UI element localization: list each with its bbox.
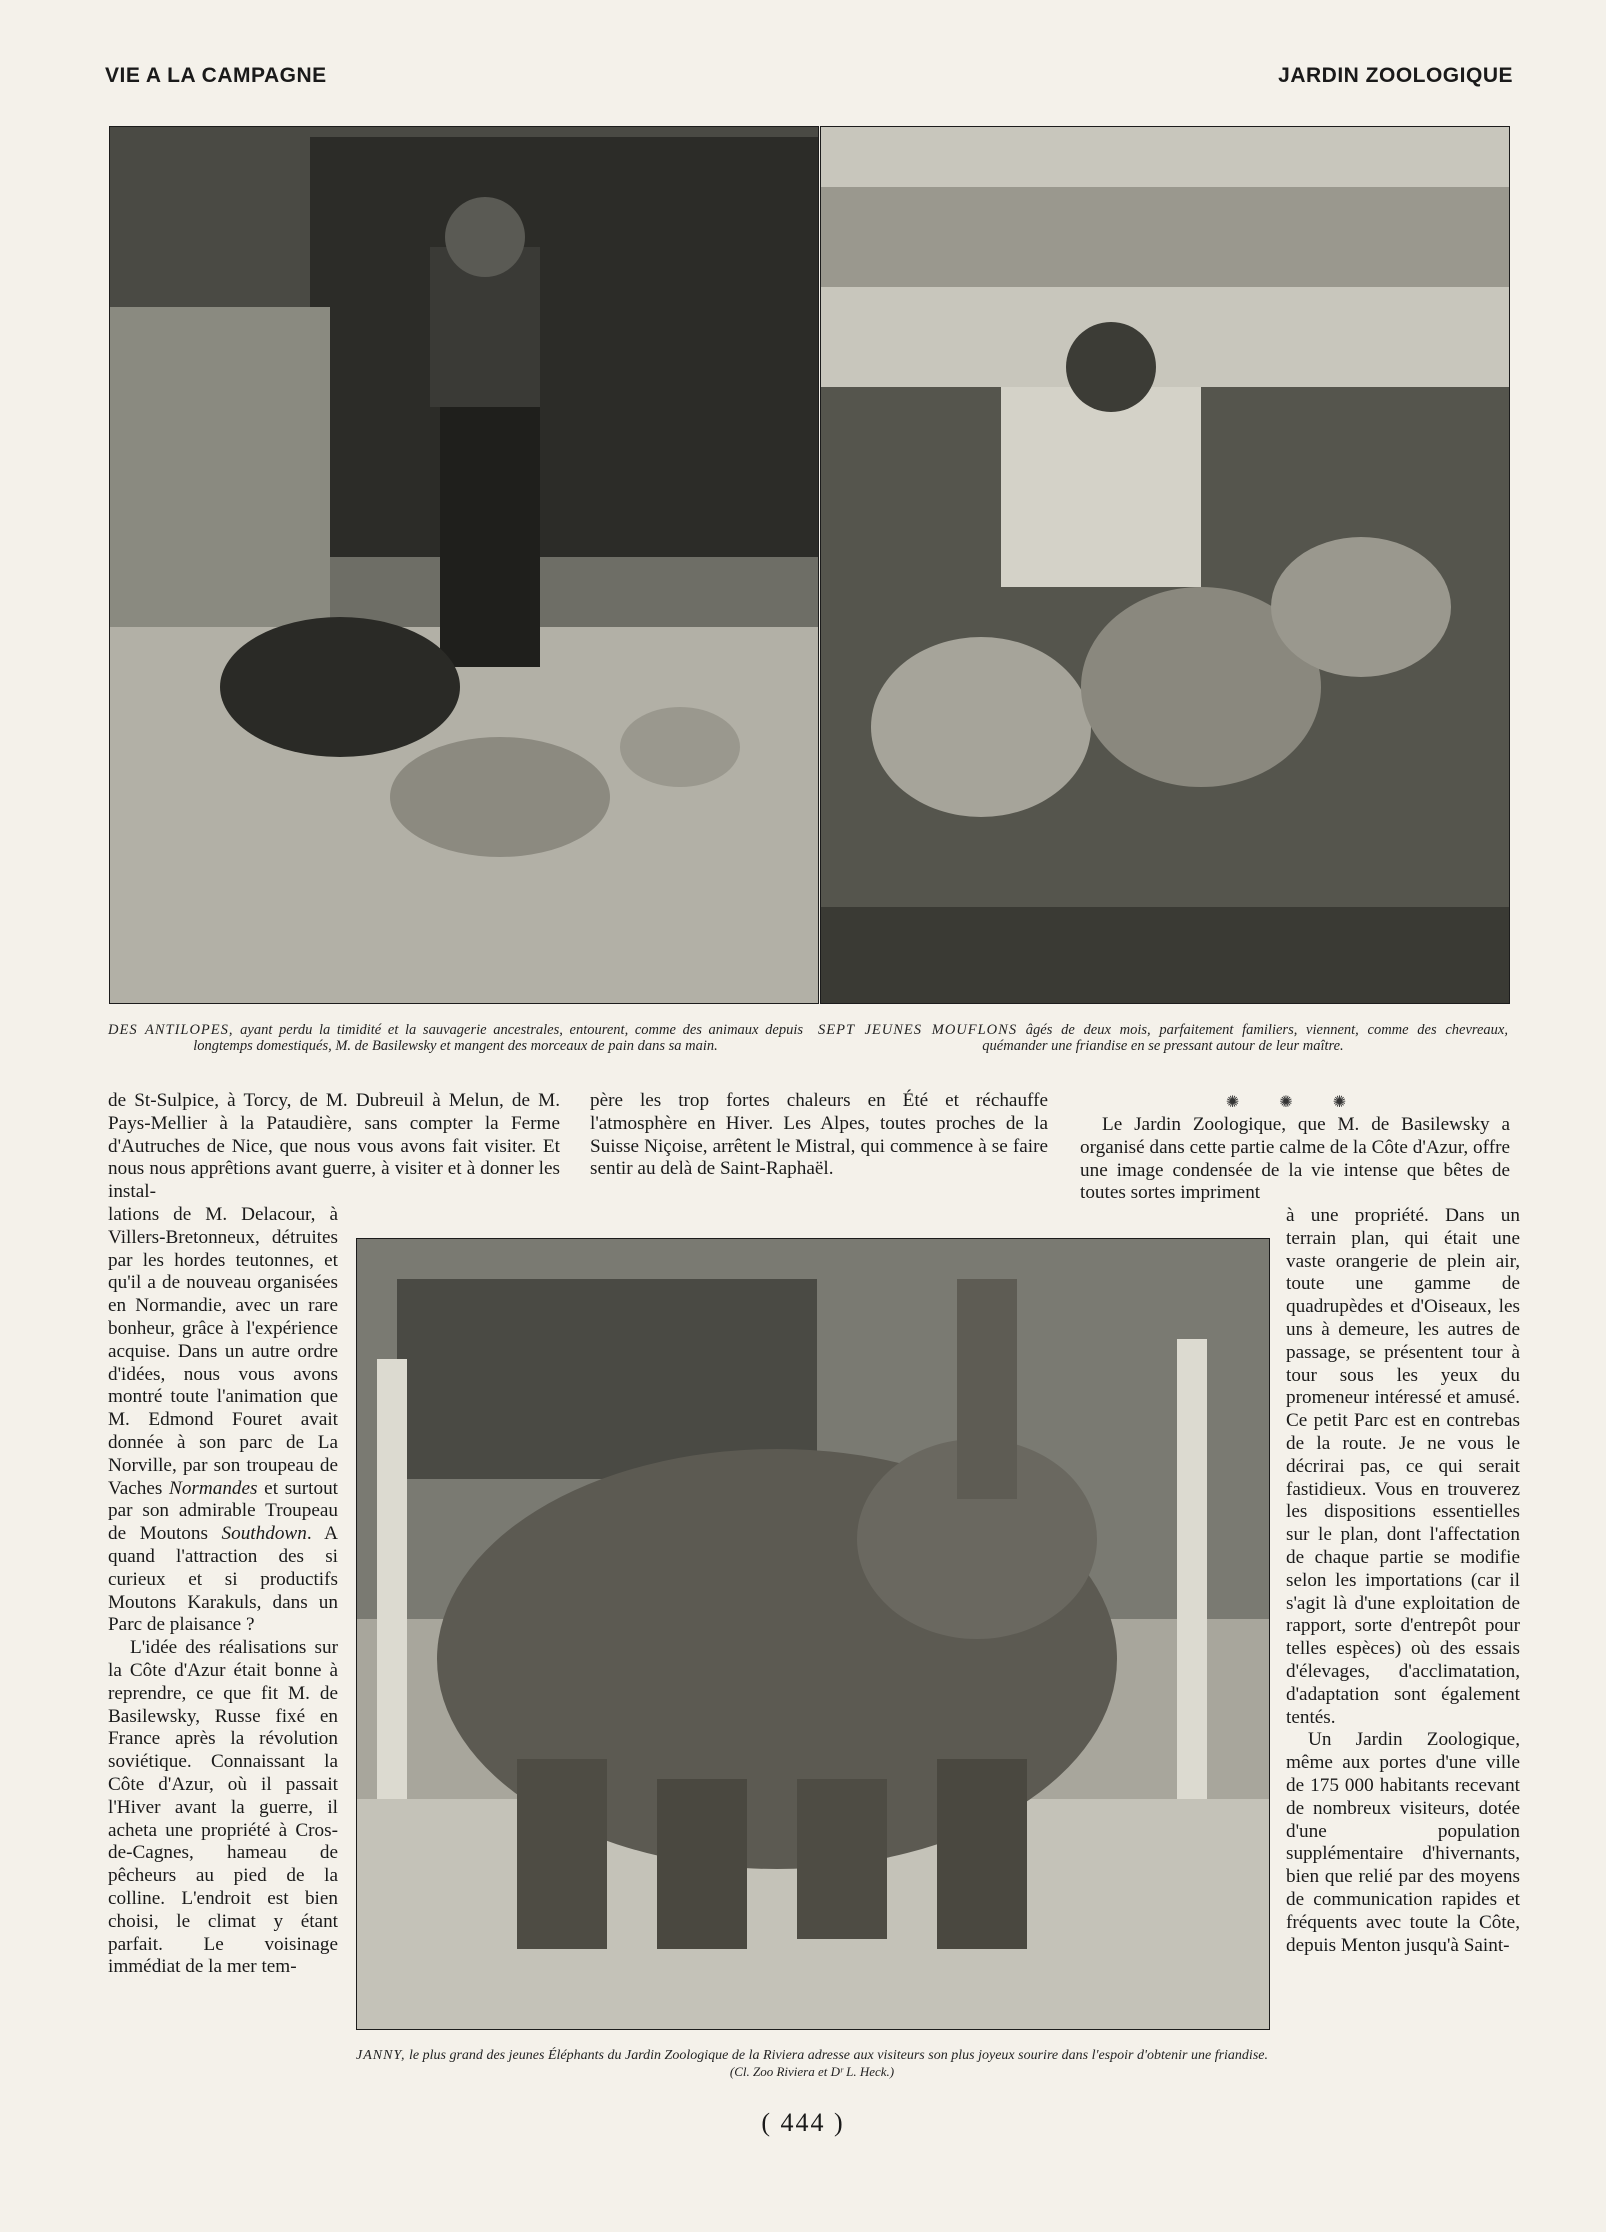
antelopes-caption-lead: DES ANTILOPES,: [108, 1022, 234, 1038]
column-3-top: [1080, 1114, 1510, 1205]
antelopes-caption: [108, 1022, 803, 1054]
elephant-caption-text: le plus grand des jeunes Éléphants du Jardin Zoologique de la Riviera adresse aux visiteurs son plus joyeux sourire dans l'espoir d'obtenir une friandise.: [405, 2048, 1268, 2063]
page-number: ( 444 ): [761, 2108, 845, 2137]
col1-narrow-b: et surtout par son admirable Troupeau de Moutons: [108, 1477, 338, 1545]
col1-narrow-para: [108, 1204, 338, 1637]
col2-top-text: père les trop fortes chaleurs en Été et réchauffe l'atmosphère en Hiver. Les Alpes, toutes proches de la Suisse Niçoise, arrêtent le Mistral, qui commence à se faire sentir au delà de Saint-Raphaël.: [590, 1090, 1048, 1180]
elephant-photo: [356, 1238, 1270, 2030]
antelopes-photo: [109, 126, 819, 1004]
col1-southdown: Southdown: [221, 1523, 307, 1545]
mouflons-caption-lead: SEPT JEUNES MOUFLONS: [818, 1022, 1018, 1038]
mouflons-photo: [820, 126, 1510, 1004]
section-ornament: ✺ ✺ ✺: [1225, 1094, 1365, 1111]
col3-para1: Le Jardin Zoologique, que M. de Basilewsky a organisé dans cette partie calme de la Côte d'Azur, offre une image condensée de la vie intense que bêtes de toutes sortes impriment: [1080, 1114, 1510, 1204]
column-3-narrow: [1286, 1205, 1520, 1957]
col1-narrow-a: lations de M. Delacour, à Villers-Bretonneux, détruites par les hordes teutonnes, et qu'il a de nouveau organisées en Normandie, avec un rare bonheur, grâce à l'expérience acquise. Dans un autre ordre d'idées, nous vous avons montré toute l'animation que M. Edmond Fouret avait donnée à son parc de La Norville, par son troupeau de Vaches: [108, 1204, 338, 1499]
column-2-top: [590, 1090, 1048, 1181]
col1-narrow-c: . A quand l'attraction des si curieux et si productifs Moutons Karakuls, dans un Parc de plaisance ?: [108, 1523, 338, 1636]
column-1-top: [108, 1090, 560, 1204]
col3-narrow-1: à une propriété. Dans un terrain plan, qui était une vaste orangerie de plein air, toute une gamme de quadrupèdes et d'Oiseaux, les uns à demeure, les autres de passage, se présentent tour à tour sous les yeux du promeneur intéressé et amusé. Ce petit Parc est en contrebas de la route. Je ne vous le décrirai pas, ce qui serait fastidieux. Vous en trouverez les dispositions essentielles sur le plan, dont l'affectation de chaque partie se modifie selon les importations (car il s'agit là d'une exploitation de rapport, sorte d'entrepôt pour telles espèces) où des essais d'élevages, d'acclimatation, d'adaptation sont également tentés.: [1286, 1205, 1520, 1728]
elephant-caption: [356, 2048, 1268, 2081]
col3-narrow-2: Un Jardin Zoologique, même aux portes d'une ville de 175 000 habitants recevant de nombreux visiteurs, dotée d'une population supplémentaire d'hivernants, bien que relié par des moyens de communication rapides et fréquents avec toute la Côte, depuis Menton jusqu'à Saint-: [1286, 1729, 1520, 1956]
running-header-right: JARDIN ZOOLOGIQUE: [1278, 64, 1513, 87]
elephant-caption-lead: JANNY,: [356, 2048, 406, 2063]
photo-credit: (Cl. Zoo Riviera et Dʳ L. Heck.): [729, 2064, 895, 2079]
col1-normandes: Normandes: [169, 1477, 258, 1499]
antelopes-caption-text: ayant perdu la timidité et la sauvagerie ancestrales, entourent, comme des animaux depuis longtemps domestiqués, M. de Basilewsky et mangent des morceaux de pain dans sa main.: [193, 1022, 803, 1054]
running-header-left: VIE A LA CAMPAGNE: [105, 64, 327, 87]
col1-top-text: de St-Sulpice, à Torcy, de M. Dubreuil à Melun, de M. Pays-Mellier à la Pataudière, sans compter la Ferme d'Autruches de Nice, que nous vous avons fait visiter. Et nous nous apprêtions avant guerre, à visiter et à donner les instal-: [108, 1090, 560, 1203]
column-1-narrow: [108, 1204, 338, 1979]
mouflons-caption-text: âgés de deux mois, parfaitement familiers, viennent, comme des chevreaux, quémander une friandise en se pressant autour de leur maître.: [982, 1022, 1508, 1054]
mouflons-caption: [818, 1022, 1508, 1054]
col1-para2: L'idée des réalisations sur la Côte d'Azur était bonne à reprendre, ce que fit M. de Basilewsky, Russe fixé en France après la révolution soviétique. Connaissant la Côte d'Azur, où il passait l'Hiver avant la guerre, il acheta une propriété à Cros-de-Cagnes, hameau de pêcheurs au pied de la colline. L'endroit est bien choisi, le climat y étant parfait. Le voisinage immédiat de la mer tem-: [108, 1637, 338, 1978]
